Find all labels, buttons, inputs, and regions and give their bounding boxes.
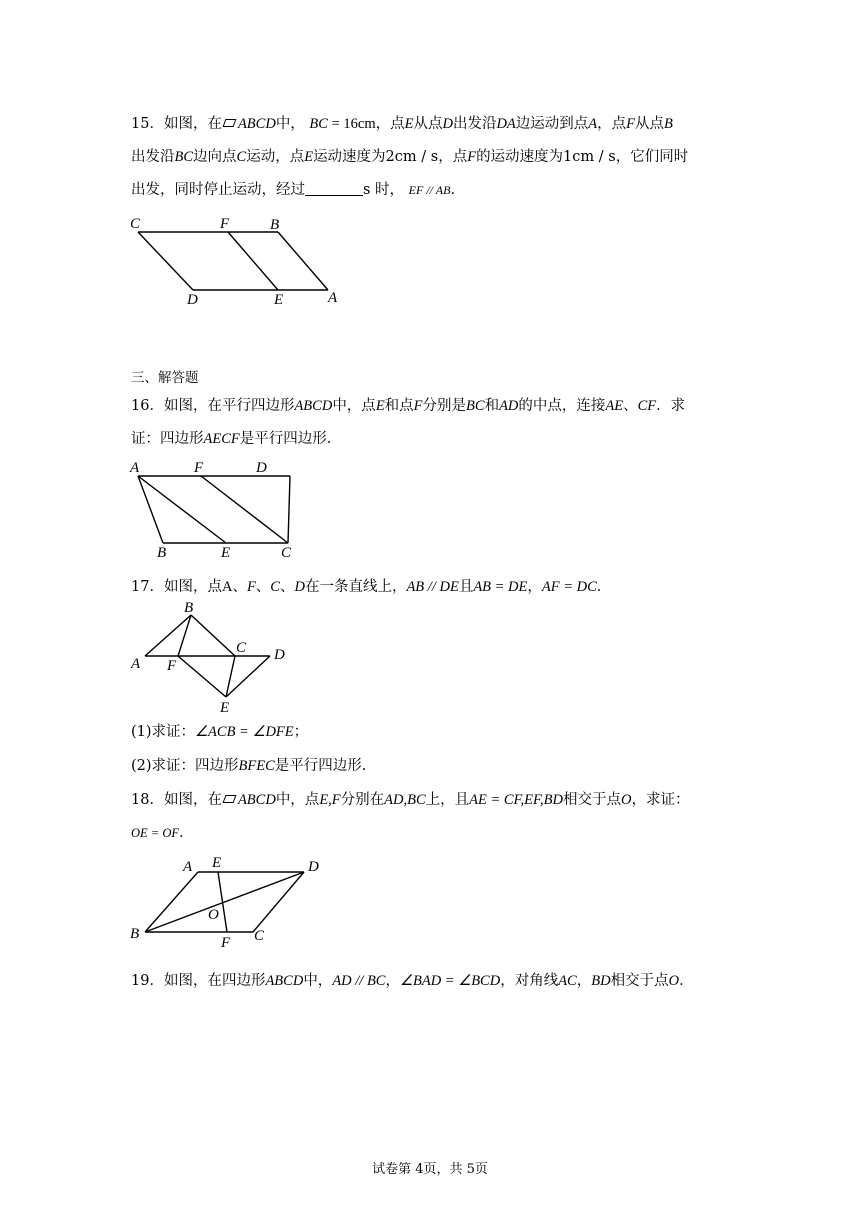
label-c: C <box>130 216 141 232</box>
label-f: F <box>220 216 230 232</box>
segment-fc <box>201 476 288 543</box>
label-c: C <box>281 545 292 561</box>
segment-ab <box>145 872 198 932</box>
q16-line1: 16．如图，在平行四边形ABCD中，点E和点F分别是BC和AD的中点，连接AE、CF．求 <box>131 398 686 414</box>
q18-figure <box>128 850 328 950</box>
label-o: O <box>208 907 219 923</box>
answer-blank <box>305 181 363 196</box>
q17-sub1: (1)求证：∠ACB = ∠DFE； <box>131 724 309 740</box>
label-f: F <box>194 460 204 476</box>
label-b: B <box>130 926 140 942</box>
segment-ce <box>226 656 235 697</box>
q19-line1: 19．如图，在四边形ABCD中，AD // BC，∠BAD = ∠BCD，对角线AC，BD相交于点O． <box>131 973 694 989</box>
q17-sub2: (2)求证：四边形BFEC是平行四边形. <box>131 758 367 774</box>
segment-bd <box>145 872 304 932</box>
label-e: E <box>274 292 284 308</box>
label-e: E <box>221 545 231 561</box>
label-b: B <box>157 545 167 561</box>
q15-line1: 15．如图，在 ABCD中， BC = 16cm，点E从点D出发沿DA边运动到点A，点F从点B <box>131 116 673 132</box>
segment-cd <box>138 232 193 290</box>
section-title: 三、解答题 <box>131 370 199 386</box>
label-c: C <box>236 640 247 656</box>
q15-line3: 出发，同时停止运动，经过 s 时， EF // AB． <box>131 182 465 198</box>
q17-line1: 17．如图，点A、F、C、D在一条直线上，AB // DE且AB = DE，AF = DC． <box>131 579 612 595</box>
q18-line2: OE = OF． <box>131 825 194 841</box>
segment-bc <box>191 615 235 656</box>
segment-dc <box>288 476 290 543</box>
segment-ba <box>278 232 328 290</box>
label-a: A <box>328 290 338 306</box>
label-e: E <box>212 855 222 871</box>
segment-fe <box>178 656 226 697</box>
label-d: D <box>308 859 319 875</box>
segment-fe <box>228 232 278 290</box>
page-footer: 试卷第 4页，共 5页 <box>372 1162 488 1177</box>
label-f: F <box>221 935 231 951</box>
label-d: D <box>274 647 285 663</box>
segment-de <box>226 656 270 697</box>
q15-figure <box>128 212 348 312</box>
label-a: A <box>131 656 141 672</box>
label-b: B <box>270 217 280 233</box>
q16-figure <box>128 458 328 563</box>
parallelogram-symbol-icon <box>222 795 236 803</box>
label-d: D <box>187 292 198 308</box>
label-e: E <box>220 700 230 716</box>
label-a: A <box>183 859 193 875</box>
label-d: D <box>256 460 267 476</box>
label-b: B <box>184 600 194 616</box>
parallelogram-symbol-icon <box>222 119 236 127</box>
q18-line1: 18．如图，在 ABCD中，点E,F分别在AD,BC上，且AE = CF,EF,BD相交于点O，求证： <box>131 792 690 808</box>
q16-line2: 证：四边形AECF是平行四边形. <box>131 431 332 447</box>
label-f: F <box>167 658 177 674</box>
q15-line2: 出发沿BC边向点C运动，点E运动速度为2cm / s，点F的运动速度为1cm / s，它们同时 <box>131 149 689 165</box>
q17-figure <box>128 598 298 718</box>
label-a: A <box>130 460 140 476</box>
label-c: C <box>254 928 265 944</box>
